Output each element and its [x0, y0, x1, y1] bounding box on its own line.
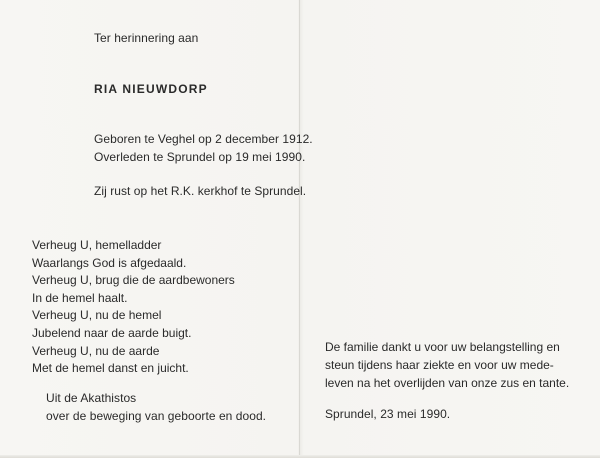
resting-place-line: Zij rust op het R.K. kerkhof te Sprundel. — [94, 184, 307, 198]
poem-line: Waarlangs God is afgedaald. — [32, 255, 187, 270]
intro-text: Ter herinnering aan — [94, 31, 199, 45]
card-fold — [299, 0, 300, 458]
poem-line: Verheug U, nu de aarde — [32, 343, 160, 358]
poem-line: In de hemel haalt. — [32, 290, 128, 305]
poem — [32, 237, 235, 378]
poem-line: Jubelend naar de aarde buigt. — [32, 325, 192, 340]
deceased-name: RIA NIEUWDORP — [94, 82, 208, 96]
poem-line: Verheug U, nu de hemel — [32, 308, 162, 323]
thank-you-text — [325, 338, 569, 392]
thank-you-line: leven na het overlijden van onze zus en tante. — [325, 376, 570, 390]
poem-line: Met de hemel danst en juicht. — [32, 361, 189, 376]
poem-line: Verheug U, brug die de aardbewoners — [32, 273, 235, 288]
birth-line: Geboren te Veghel op 2 december 1912. — [94, 132, 313, 146]
poem-source: Uit de Akathistos — [46, 391, 137, 405]
place-and-date: Sprundel, 23 mei 1990. — [325, 407, 451, 421]
death-line: Overleden te Sprundel op 19 mei 1990. — [94, 150, 306, 164]
thank-you-line: De familie dankt u voor uw belangstelling en — [325, 340, 560, 354]
thank-you-line: steun tijdens haar ziekte en voor uw mede- — [325, 358, 554, 372]
poem-line: Verheug U, hemelladder — [32, 238, 162, 252]
poem-source-detail: over de beweging van geboorte en dood. — [46, 409, 267, 423]
